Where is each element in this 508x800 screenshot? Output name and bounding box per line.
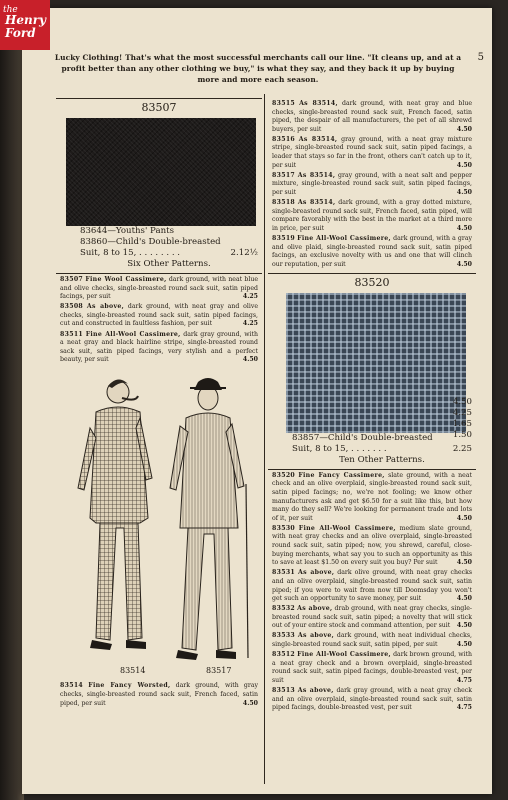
logo-line-1: the	[3, 5, 18, 15]
figure-label: 83517	[206, 666, 232, 676]
book-binding	[0, 0, 24, 800]
item-description	[272, 172, 472, 198]
size-line-text: Suit, 8 to 15, . . . . . . .	[292, 443, 387, 454]
size-line	[80, 226, 258, 237]
item-price: 4.50	[242, 699, 258, 707]
item-description	[60, 303, 258, 329]
item-price: 4.50	[456, 188, 472, 196]
item-number: 83533	[272, 632, 296, 640]
size-line-price: 2.12½	[230, 248, 258, 258]
item-number: 83514	[60, 682, 84, 690]
item-name: As above,	[86, 303, 125, 311]
size-list	[268, 433, 476, 466]
size-line-text: 83857—Child's Double-breasted	[292, 432, 433, 443]
item-name: As 83514,	[297, 199, 336, 207]
item-description	[272, 525, 472, 568]
fabric-swatch-check	[286, 293, 466, 433]
size-line	[292, 433, 472, 444]
item-description	[272, 472, 472, 524]
swatch-price: 1.65	[452, 418, 472, 429]
fabric-swatch-dark	[66, 118, 256, 226]
size-line	[292, 444, 472, 455]
item-name: As 83514,	[298, 135, 338, 143]
item-body: dark ground, with neat blue and olive checks, single-breasted round sack suit, satin piped facings, per suit	[60, 276, 259, 301]
item-name: Fine All-Wool Cassimere,	[85, 330, 181, 338]
item-name: As above,	[297, 632, 335, 640]
size-line	[80, 248, 258, 259]
item-name: Fine Fancy Cassimere,	[298, 471, 385, 479]
item-name: Fine All-Wool Cassimere,	[298, 524, 396, 532]
item-body: gray ground, with a neat gray mixture stripe, single-breasted round sack suit, satin piped facings, a leader that stays so far in the front, others can't catch up to it, per suit	[272, 135, 473, 169]
item-name: Fine Wool Cassimere,	[85, 276, 167, 283]
item-price: 4.50	[456, 224, 472, 232]
item-number: 83508	[60, 303, 84, 311]
item-number: 83516	[272, 135, 296, 143]
item-body: dark olive ground, with neat gray checks and an olive overplaid, single-breasted round sack suit, satin piped; if you were to wait from now till Doomsday you won't get such an opportunity to save money, per suit	[272, 569, 472, 603]
item-price: 4.50	[456, 514, 472, 522]
item-body: dark ground, with gray checks, single-breasted round sack suit, French faced, satin piped, per suit	[60, 682, 259, 707]
right-bottom-descriptions	[268, 470, 476, 717]
item-number: 83520	[272, 471, 296, 479]
figure-label: 83514	[120, 666, 146, 676]
item-body: dark gray ground, with a neat gray check and an olive overplaid, single-breasted round sack suit, satin piped facings, double-breasted vest, per suit	[272, 687, 472, 712]
item-price: 4.50	[456, 622, 472, 630]
illustration-two-men	[56, 368, 262, 718]
item-name: As above,	[297, 605, 333, 613]
item-body: dark gray ground, with a neat gray and black hairline stripe, single-breasted round sack suit, satin piped facings, very stylish and a perfect beauty, per suit	[60, 330, 258, 364]
right-column	[268, 98, 476, 784]
item-number: 83513	[272, 687, 296, 695]
item-price: 4.25	[242, 293, 258, 301]
item-name: Fine Fancy Worsted,	[88, 682, 171, 690]
item-number: 83517	[272, 171, 296, 179]
item-description	[272, 100, 472, 134]
page-header: Lucky Clothing! That's what the most successful merchants call our line. "It cleans up, and at a profit better than any other clothing we buy," is what they say, and they back it up by buying more and more each season.	[54, 53, 462, 84]
left-column	[56, 98, 262, 784]
henry-ford-logo	[0, 0, 50, 50]
item-body: gray ground, with a neat salt and pepper mixture, single-breasted round sack suit, satin piped facings, per suit	[272, 171, 473, 196]
left-descriptions	[56, 274, 262, 368]
item-description	[272, 651, 472, 685]
item-name: Fine All-Wool Cassimere,	[297, 651, 391, 659]
item-body: drab ground, with neat gray checks, single-breasted round sack suit, satin piped; a novelty that will stick out of your entire stock and command attention, per suit	[272, 605, 472, 630]
swatch-prices	[453, 397, 472, 441]
swatch-price: 1.50	[452, 429, 472, 440]
item-number: 83507	[60, 276, 84, 283]
item-number: 83518	[272, 199, 296, 207]
item-price: 4.25	[242, 320, 258, 328]
item-description	[272, 687, 472, 713]
item-price: 4.50	[456, 595, 472, 603]
swatch-code: 83507	[141, 101, 177, 114]
item-price: 4.50	[456, 125, 472, 133]
item-price: 4.50	[456, 641, 472, 649]
swatch-code: 83520	[354, 275, 390, 289]
item-number: 83531	[272, 569, 296, 577]
item-name: As above,	[298, 569, 335, 577]
item-body: dark ground, with neat individual checks, single-breasted round sack suit, satin piped, per suit	[272, 632, 473, 649]
size-list	[56, 226, 262, 270]
logo-line-2: Henry Ford	[5, 13, 46, 40]
item-description	[272, 136, 472, 170]
item-description	[272, 199, 472, 233]
item-number: 83511	[60, 330, 84, 338]
item-body: dark ground, with neat gray and blue checks, single-breasted round sack suit, French faced, satin piped, the despair of all manufacturers, the pet of all shrewd buyers, per suit	[272, 100, 473, 133]
item-number: 83519	[272, 234, 296, 242]
item-name: As 83514,	[299, 100, 338, 107]
item-number: 83512	[272, 651, 296, 659]
item-price: 4.50	[456, 559, 472, 567]
item-body: medium slate ground, with neat gray checks and an olive overplaid, single-breasted round sack suit, satin piped; now, you shrewd, careful, close-buying merchants, what say you to such an opportunity as this to save at least $1.50 on every suit you buy? Per suit	[272, 524, 472, 567]
item-description	[60, 276, 258, 302]
item-description	[60, 331, 258, 365]
size-line-text: 83644—Youths' Pants	[80, 226, 174, 236]
item-price: 4.75	[456, 704, 472, 712]
item-name: As 83514,	[297, 171, 336, 179]
size-line-text: Suit, 8 to 15, . . . . . . . .	[80, 248, 181, 258]
item-description	[272, 605, 472, 631]
item-price: 4.50	[456, 161, 472, 169]
right-top-descriptions	[268, 98, 476, 273]
size-line-price: 2.25	[452, 443, 472, 454]
item-price: 4.50	[456, 260, 472, 268]
item-price: 4.75	[456, 676, 472, 684]
patterns-note: Ten Other Patterns.	[339, 454, 425, 465]
item-name: Fine All-Wool Cassimere,	[297, 234, 391, 242]
item-number: 83532	[272, 605, 296, 613]
item-name: As above,	[297, 687, 334, 695]
swatch-price: 4.50	[452, 396, 472, 407]
item-body: dark brown ground, with a neat gray check and a brown overplaid, single-breasted round sack suit, satin piped facings, double-breasted vest, per suit	[272, 651, 472, 684]
item-body: dark ground, with neat gray and olive checks, single-breasted round sack suit, satin piped facings, cut and constructed in faultless fashion, per suit	[60, 303, 258, 328]
column-divider	[264, 94, 265, 784]
patterns-note: Six Other Patterns.	[127, 259, 211, 269]
item-body: dark ground, with a gray dotted mixture, single-breasted round sack suit, French faced, satin piped, will compare favorably with the best in the market at a third more in price, per suit	[272, 199, 473, 232]
page-number: 5	[477, 52, 484, 63]
swatch-price: 4.25	[452, 407, 472, 418]
item-price: 4.50	[242, 356, 258, 364]
item-body: slate ground, with a neat check and an olive overplaid, single-breasted round sack suit, satin piped facings; no, we're not fooling; we know other manufacturers ask and get $6.50 for a suit like this, but how many do they sell? We're looking for permanent trade and lots of it, per suit	[272, 471, 472, 522]
item-description	[272, 569, 472, 603]
catalog-page	[22, 8, 492, 794]
item-description	[272, 632, 472, 649]
item-number: 83530	[272, 524, 296, 532]
item-body: dark ground, with a gray and olive plaid, single-breasted round sack suit, satin piped facings, an exclusive novelty with us and one that will clinch our reputation, per suit	[272, 234, 473, 268]
size-line	[80, 237, 258, 248]
item-number: 83515	[272, 100, 296, 107]
item-description	[272, 235, 472, 269]
size-line-text: 83860—Child's Double-breasted	[80, 237, 221, 247]
